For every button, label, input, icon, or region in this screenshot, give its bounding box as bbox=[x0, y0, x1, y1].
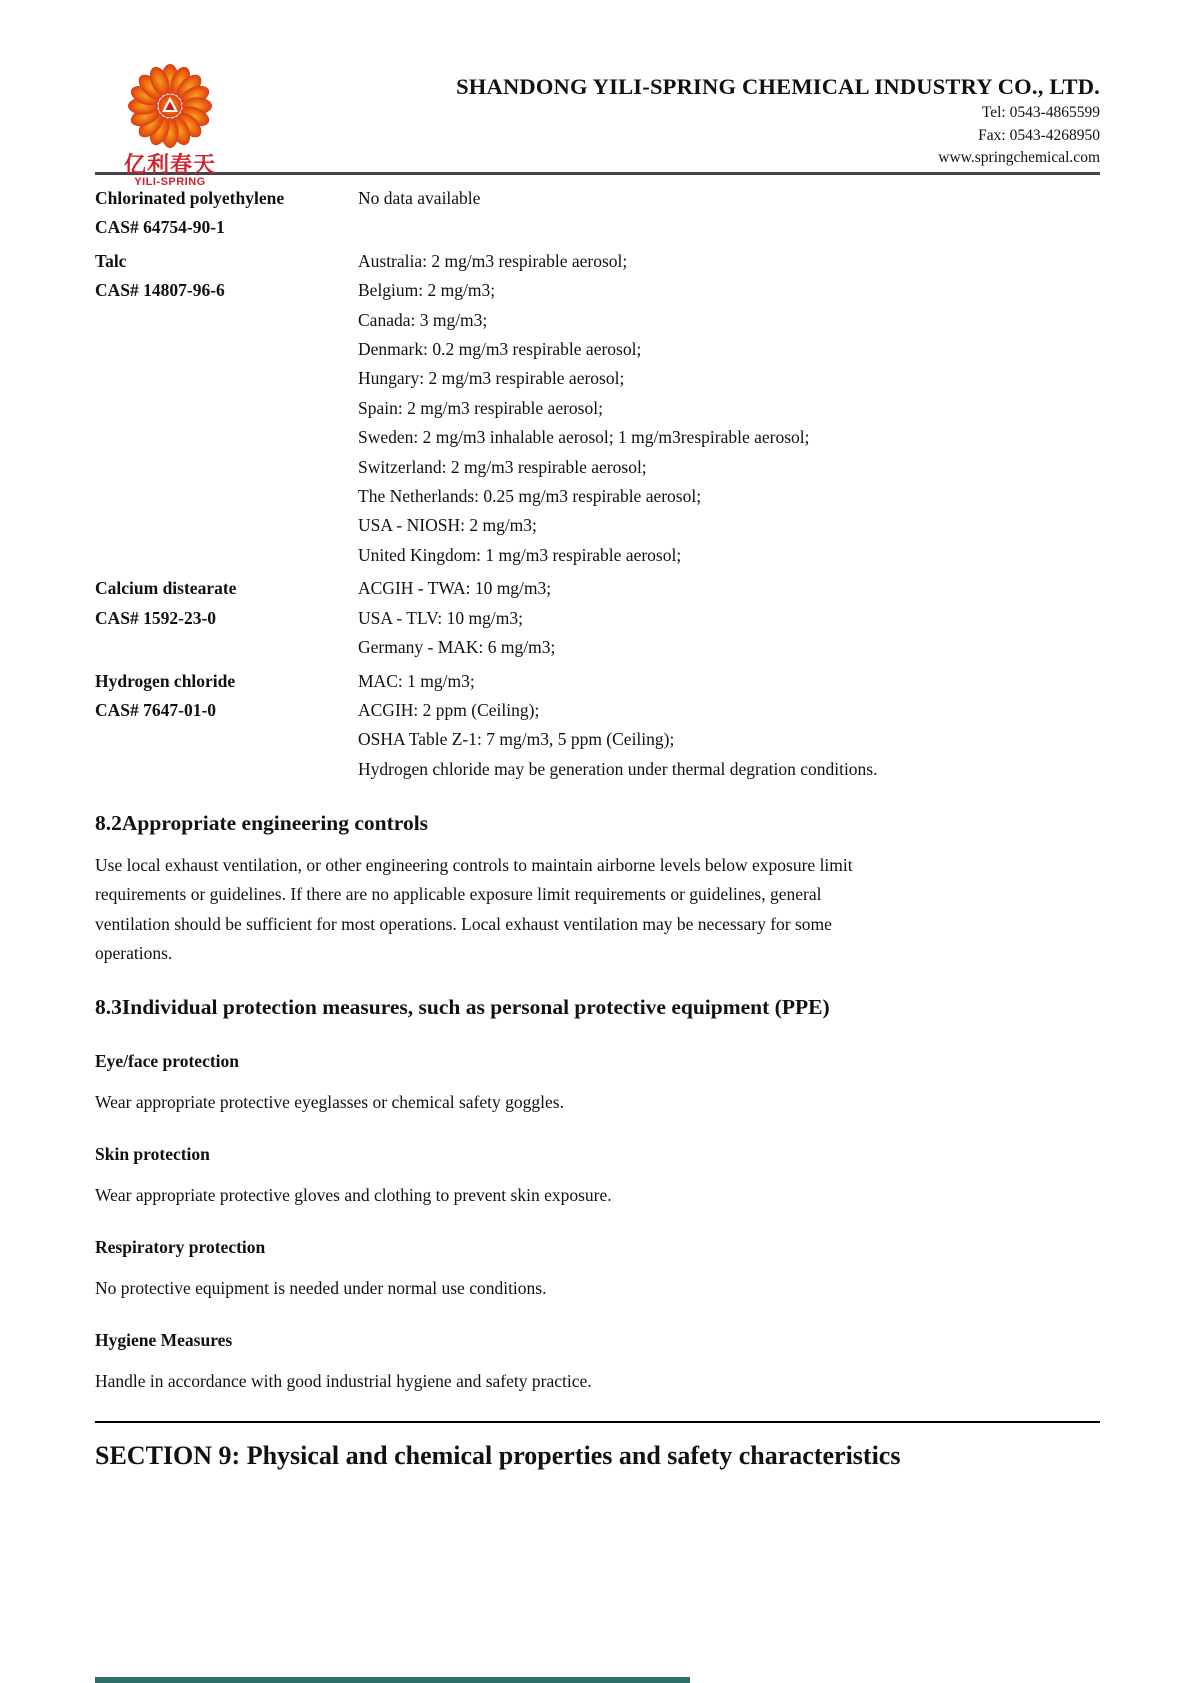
substance-cas: CAS# 64754-90-1 bbox=[95, 217, 225, 238]
company-fax: Fax: 0543-4268950 bbox=[978, 126, 1100, 144]
exposure-limit: Spain: 2 mg/m3 respirable aerosol; bbox=[358, 397, 603, 418]
company-header bbox=[95, 0, 1100, 188]
substance-cas: CAS# 7647-01-0 bbox=[95, 699, 217, 720]
exposure-limit: OSHA Table Z-1: 7 mg/m3, 5 ppm (Ceiling); bbox=[358, 729, 675, 750]
flower-logo-icon bbox=[122, 137, 218, 154]
exposure-limit: Sweden: 2 mg/m3 inhalable aerosol; 1 mg/m3respirable aerosol; bbox=[358, 427, 810, 448]
substance-cas: CAS# 1592-23-0 bbox=[95, 607, 217, 628]
substance-cas: CAS# 14807-96-6 bbox=[95, 280, 225, 301]
exposure-limit: Belgium: 2 mg/m3; bbox=[358, 280, 496, 301]
section-9-heading: SECTION 9: Physical and chemical properties and safety characteristics bbox=[95, 1440, 901, 1470]
company-logo bbox=[95, 62, 245, 188]
subsection-text-eye-face: Wear appropriate protective eyeglasses or chemical safety goggles. bbox=[95, 1091, 564, 1112]
logo-english-text: YILI-SPRING bbox=[134, 176, 206, 188]
exposure-limit: USA - NIOSH: 2 mg/m3; bbox=[358, 515, 537, 536]
subsection-title-respiratory: Respiratory protection bbox=[95, 1236, 266, 1257]
header-text-block bbox=[245, 60, 1100, 168]
exposure-limit: Australia: 2 mg/m3 respirable aerosol; bbox=[358, 250, 628, 271]
substance-name: Talc bbox=[95, 250, 127, 271]
exposure-limit: The Netherlands: 0.25 mg/m3 respirable aerosol; bbox=[358, 486, 702, 507]
company-website: www.springchemical.com bbox=[938, 149, 1100, 166]
exposure-limit: Denmark: 0.2 mg/m3 respirable aerosol; bbox=[358, 339, 642, 360]
table-row bbox=[95, 247, 1100, 570]
substance-name: Chlorinated polyethylene bbox=[95, 188, 285, 208]
subsection-text-respiratory: No protective equipment is needed under normal use conditions. bbox=[95, 1277, 547, 1298]
table-row bbox=[95, 574, 1100, 662]
exposure-limit: United Kingdom: 1 mg/m3 respirable aerosol; bbox=[358, 544, 682, 565]
section-8-2-heading: 8.2Appropriate engineering controls bbox=[95, 811, 429, 836]
exposure-limit: Switzerland: 2 mg/m3 respirable aerosol; bbox=[358, 456, 647, 477]
body-line: ventilation should be sufficient for most operations. Local exhaust ventilation may be necessary for some bbox=[95, 913, 832, 934]
subsection-title-eye-face: Eye/face protection bbox=[95, 1050, 240, 1071]
subsection-text-hygiene: Handle in accordance with good industrial hygiene and safety practice. bbox=[95, 1370, 592, 1391]
exposure-limit: Germany - MAK: 6 mg/m3; bbox=[358, 637, 556, 658]
exposure-limit: Hungary: 2 mg/m3 respirable aerosol; bbox=[358, 368, 625, 389]
subsection-title-skin: Skin protection bbox=[95, 1143, 210, 1164]
document-page bbox=[95, 0, 1100, 1473]
subsection-text-skin: Wear appropriate protective gloves and clothing to prevent skin exposure. bbox=[95, 1184, 612, 1205]
exposure-limit: MAC: 1 mg/m3; bbox=[358, 670, 475, 691]
exposure-limit: ACGIH: 2 ppm (Ceiling); bbox=[358, 699, 540, 720]
body-line: operations. bbox=[95, 942, 173, 963]
subsection-title-hygiene: Hygiene Measures bbox=[95, 1329, 233, 1350]
exposure-limit: No data available bbox=[358, 188, 481, 208]
body-line: requirements or guidelines. If there are no applicable exposure limit requirements or guidelines, general bbox=[95, 884, 822, 905]
footer-accent-bar bbox=[95, 1677, 690, 1683]
section-8-2-body bbox=[95, 851, 1100, 968]
substance-name: Calcium distearate bbox=[95, 578, 237, 599]
table-row bbox=[95, 184, 1100, 243]
exposure-limit: Hydrogen chloride may be generation under thermal degration conditions. bbox=[358, 758, 878, 779]
body-line: Use local exhaust ventilation, or other engineering controls to maintain airborne levels below exposure limit bbox=[95, 855, 853, 876]
exposure-limit: Canada: 3 mg/m3; bbox=[358, 309, 488, 330]
logo-chinese-text: 亿利春天 bbox=[123, 153, 216, 178]
exposure-limits-table bbox=[95, 184, 1100, 784]
company-name: SHANDONG YILI-SPRING CHEMICAL INDUSTRY CO., LTD. bbox=[456, 74, 1100, 99]
substance-name: Hydrogen chloride bbox=[95, 670, 236, 691]
company-tel: Tel: 0543-4865599 bbox=[981, 104, 1100, 121]
exposure-limit: ACGIH - TWA: 10 mg/m3; bbox=[358, 578, 552, 599]
section-divider bbox=[95, 1421, 1100, 1423]
exposure-limit: USA - TLV: 10 mg/m3; bbox=[358, 607, 523, 628]
section-8-3-heading: 8.3Individual protection measures, such as personal protective equipment (PPE) bbox=[95, 994, 830, 1019]
table-row bbox=[95, 667, 1100, 785]
